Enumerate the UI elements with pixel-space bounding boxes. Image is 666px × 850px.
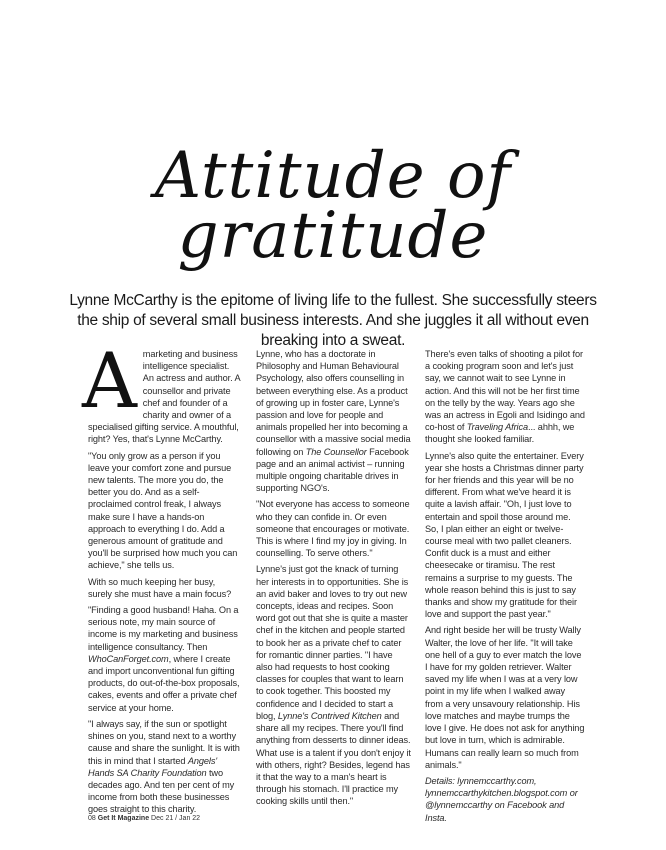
text-run: Lynne's just got the knack of turning her interests in to opportunities. She is an avid baker and loves to try out new concepts, ideas and recipes. Soon word got out that she is quite a master chef in the kitchen and people started to book her as a private chef to cater for romantic dinner parties. "I have also had requests to host cooking classes for couples that want to learn to cook together. This boosted my confidence and I decided to start a blog, — [256, 564, 409, 721]
text-run: There's even talks of shooting a pilot for a cooking program soon and let's just say, we cannot wait to see Lynne in action. And this will not be her first time on the telly by the way. Years ago she was an actress in Egoli and Isidingo and co-host of — [425, 349, 585, 433]
col2-paragraph-1 — [256, 348, 411, 494]
text-run: two decades ago. And ten per cent of my income from both these businesses goes straight to this charity. — [88, 767, 235, 815]
text-run: ... ahhh, we thought she looked familiar. — [425, 422, 575, 445]
col3-paragraph-2: Lynne's also quite the entertainer. Every year she hosts a Christmas dinner party for her friends and this year will be no different. From what we've heard it is quite a lavish affair. "Oh, I just love to entertain and spoil those around me. So, I plan either an eight or twelve-course meal with two pallet cleaners. Confit duck is a must and either cheesecake or tiramisu. The rest remains a surprise to my guests. The whole reason behind this is just to say thanks and show my gratitude for their love and support the past year." — [425, 450, 584, 620]
text-run: "Finding a good husband! Haha. On a serious note, my main source of income is my marketing and business intelligence consultancy. Then — [88, 605, 239, 652]
col1-paragraph-5 — [88, 718, 241, 816]
text-run: "I always say, if the sun or spotlight shines on you, stand next to a worthy cause and share the sunlight. It is with this in mind that I started — [88, 718, 240, 766]
details-line: Details: lynnemccarthy.com, lynnemccarthykitchen.blogspot.com or @lynnemccarthy on Facebook and Insta. — [425, 775, 578, 823]
show-name: Traveling Africa — [466, 422, 528, 433]
col3-paragraph-3: And right beside her will be trusty Wally Walter, the love of her life. "It will take one hell of a guy to ever match the love I have for my golden retriever. Walter saved my life when I was at a very low point in my life when I walked away from a very unsavoury relationship. His love matches and maybe trumps the love I give. He does not ask for anything but love in turn, which is admirable. Humans can really learn so much from animals." — [425, 625, 585, 770]
page-footer — [88, 815, 200, 822]
text-run: Facebook page and an animal activist – running multiple ongoing charitable drives in supporting NGO's. — [256, 446, 409, 494]
text-run: and share all my recipes. There you'll find anything from desserts to dinner ideas. What use is a talent if you don't enjoy it with others, right? Besides, legend has it that the way to a man's heart is through his stomach. I'll practice my cooking skills until then." — [256, 710, 411, 807]
facebook-page-name: The Counsellor — [305, 446, 367, 457]
headline-line-1: Attitude of — [154, 139, 512, 213]
drop-cap: A — [82, 336, 137, 425]
text-run: Lynne, who has a doctorate in Philosophy and Human Behavioural Psychology, also offers counselling in between everything else. As a product of growing up in foster care, Lynne's passion and love for people and animals propelled her into becoming a counsellor with a massive social media following on — [256, 349, 411, 457]
col1-paragraph-2: "You only grow as a person if you leave your comfort zone and pursue new talents. The more you do, the better you do. And as a self-proclaimed control freak, I always make sure I have a hands-on approach to everything I do. Add a generous amount of gratitude and you'll be surprised how much you can achieve," she tells us. — [88, 450, 238, 571]
col1-paragraph-1: marketing and business intelligence specialist. An actress and author. A counsellor and private chef and founder of a charity and owner of a specialised gifting service. A mouthful, right? Yes, that's Lynne McCarthy. — [88, 349, 240, 445]
blog-name: Lynne's Contrived Kitchen — [277, 710, 382, 721]
col1-paragraph-3: With so much keeping her busy, surely she must have a main focus? — [88, 576, 232, 599]
charity-name: Angels' Hands SA Charity Foundation — [88, 755, 217, 778]
col3-paragraph-1 — [425, 348, 585, 446]
magazine-name: Get It Magazine — [97, 815, 150, 822]
website-link: WhoCanForget.com — [88, 653, 169, 664]
page-number: 08 — [88, 815, 96, 822]
article-column-1 — [82, 336, 241, 820]
article-column-3 — [425, 348, 585, 828]
text-run: , where I create and import unconventional fun gifting products, do out-of-the-box proposals, cakes, events and offer a private chef service at your home. — [88, 653, 240, 713]
standfirst: Lynne McCarthy is the epitome of living life to the fullest. She successfully steers the ship of several small business interests. And she juggles it all without even breaking into a sweat. — [69, 292, 597, 349]
col2-paragraph-2: "Not everyone has access to someone who they can confide in. Or even someone that encourages or motivate. This is where I find my joy in giving. In counselling. To serve others." — [256, 499, 410, 559]
col1-paragraph-4 — [88, 604, 241, 714]
headline-line-2: gratitude — [177, 199, 489, 273]
issue-date: Dec 21 / Jan 22 — [151, 815, 201, 822]
col2-paragraph-3 — [256, 563, 411, 807]
article-column-2 — [256, 348, 411, 812]
